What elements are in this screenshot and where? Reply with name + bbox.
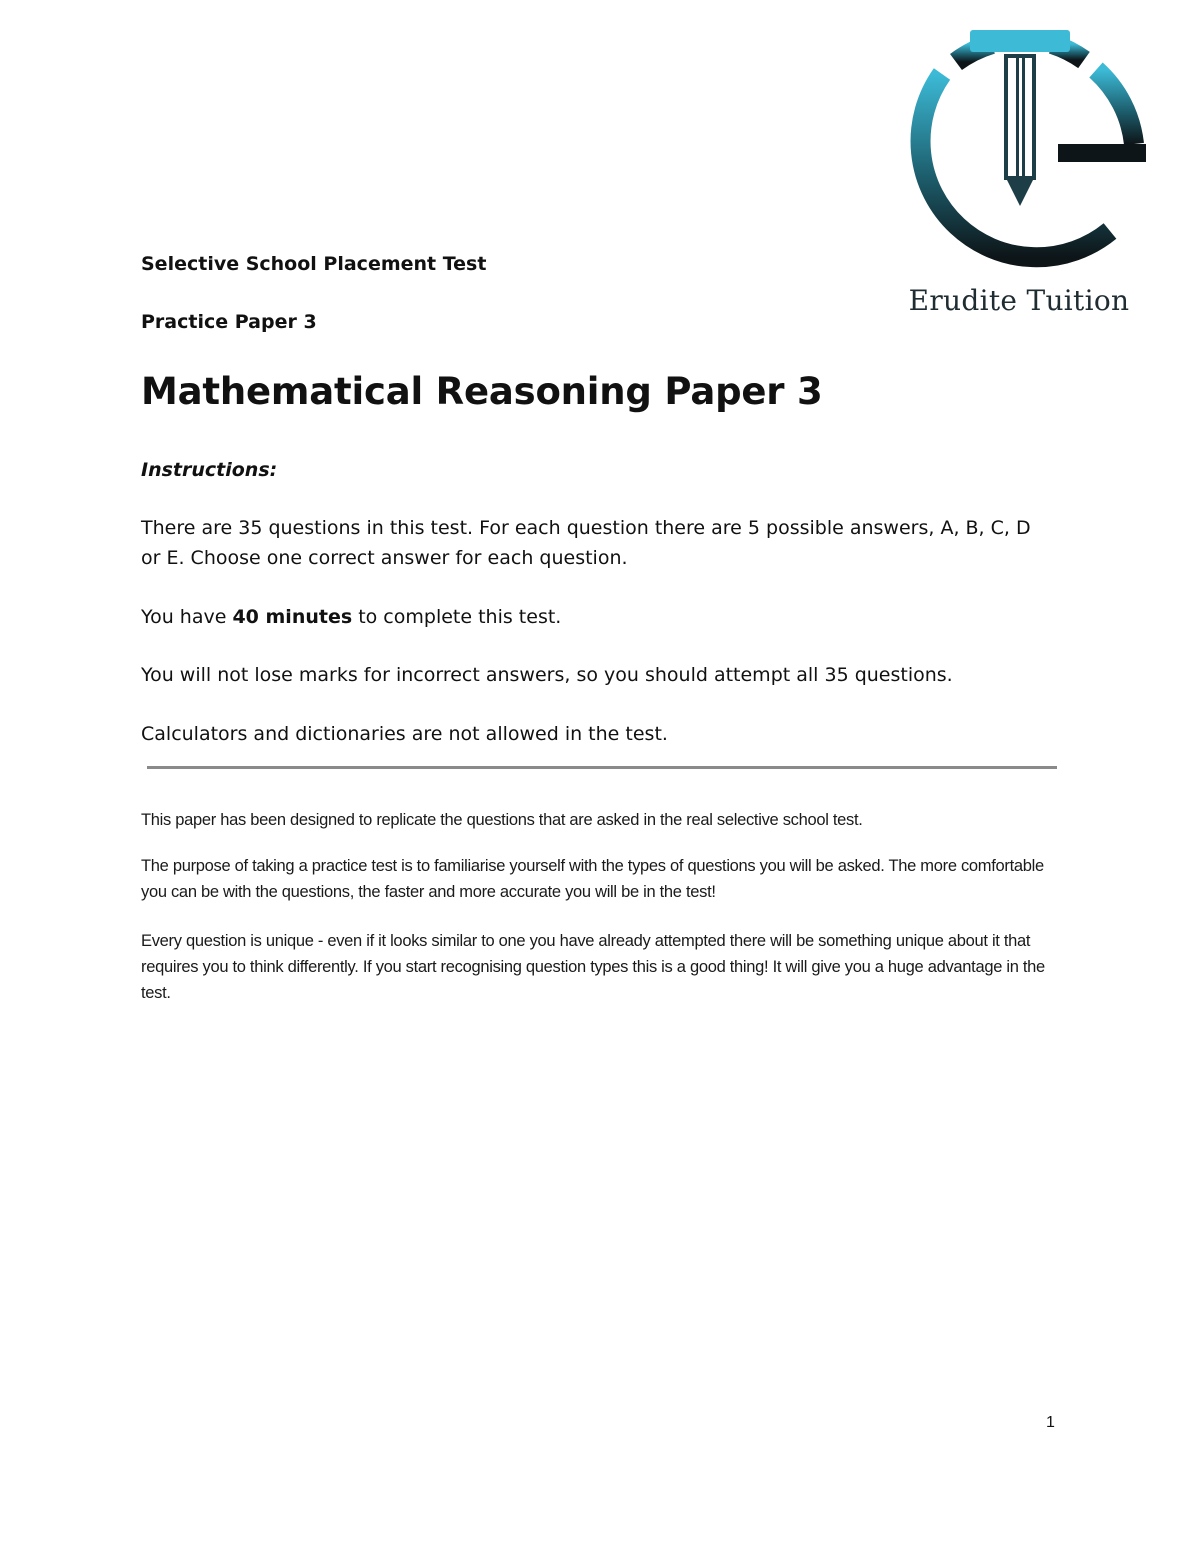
page-title: Mathematical Reasoning Paper 3 bbox=[141, 370, 823, 413]
logo-mark-icon bbox=[884, 26, 1154, 286]
instructions-heading: Instructions: bbox=[141, 459, 278, 481]
note-replicate: This paper has been designed to replicate the questions that are asked in the real selective school test. bbox=[141, 811, 863, 829]
test-name: Selective School Placement Test bbox=[141, 253, 487, 275]
instruction-calculators: Calculators and dictionaries are not allowed in the test. bbox=[141, 723, 668, 745]
instruction-time bbox=[141, 602, 1056, 632]
instruction-time-bold: 40 minutes bbox=[232, 606, 353, 628]
logo-text: Erudite Tuition bbox=[908, 284, 1130, 317]
instruction-time-before: You have bbox=[141, 606, 233, 628]
instruction-time-after: to complete this test. bbox=[352, 606, 562, 628]
instruction-marks: You will not lose marks for incorrect answers, so you should attempt all 35 questions. bbox=[141, 664, 953, 686]
paper-label: Practice Paper 3 bbox=[141, 311, 317, 333]
instruction-questions: There are 35 questions in this test. For each question there are 5 possible answers, A, B, C, D or E. Choose one correct answer for each question. bbox=[141, 517, 1031, 569]
note-purpose: The purpose of taking a practice test is to familiarise yourself with the types of questions you will be asked. The more comfortable you can be with the questions, the faster and more accurate you will be in the test! bbox=[141, 857, 1044, 901]
divider bbox=[147, 766, 1057, 769]
note-unique: Every question is unique - even if it looks similar to one you have already attempted there will be something unique about it that requires you to think differently. If you start recognising question types this is a good thing! It will give you a huge advantage in the test. bbox=[141, 932, 1045, 1002]
page-number: 1 bbox=[1046, 1414, 1055, 1431]
erudite-tuition-logo bbox=[884, 26, 1154, 326]
